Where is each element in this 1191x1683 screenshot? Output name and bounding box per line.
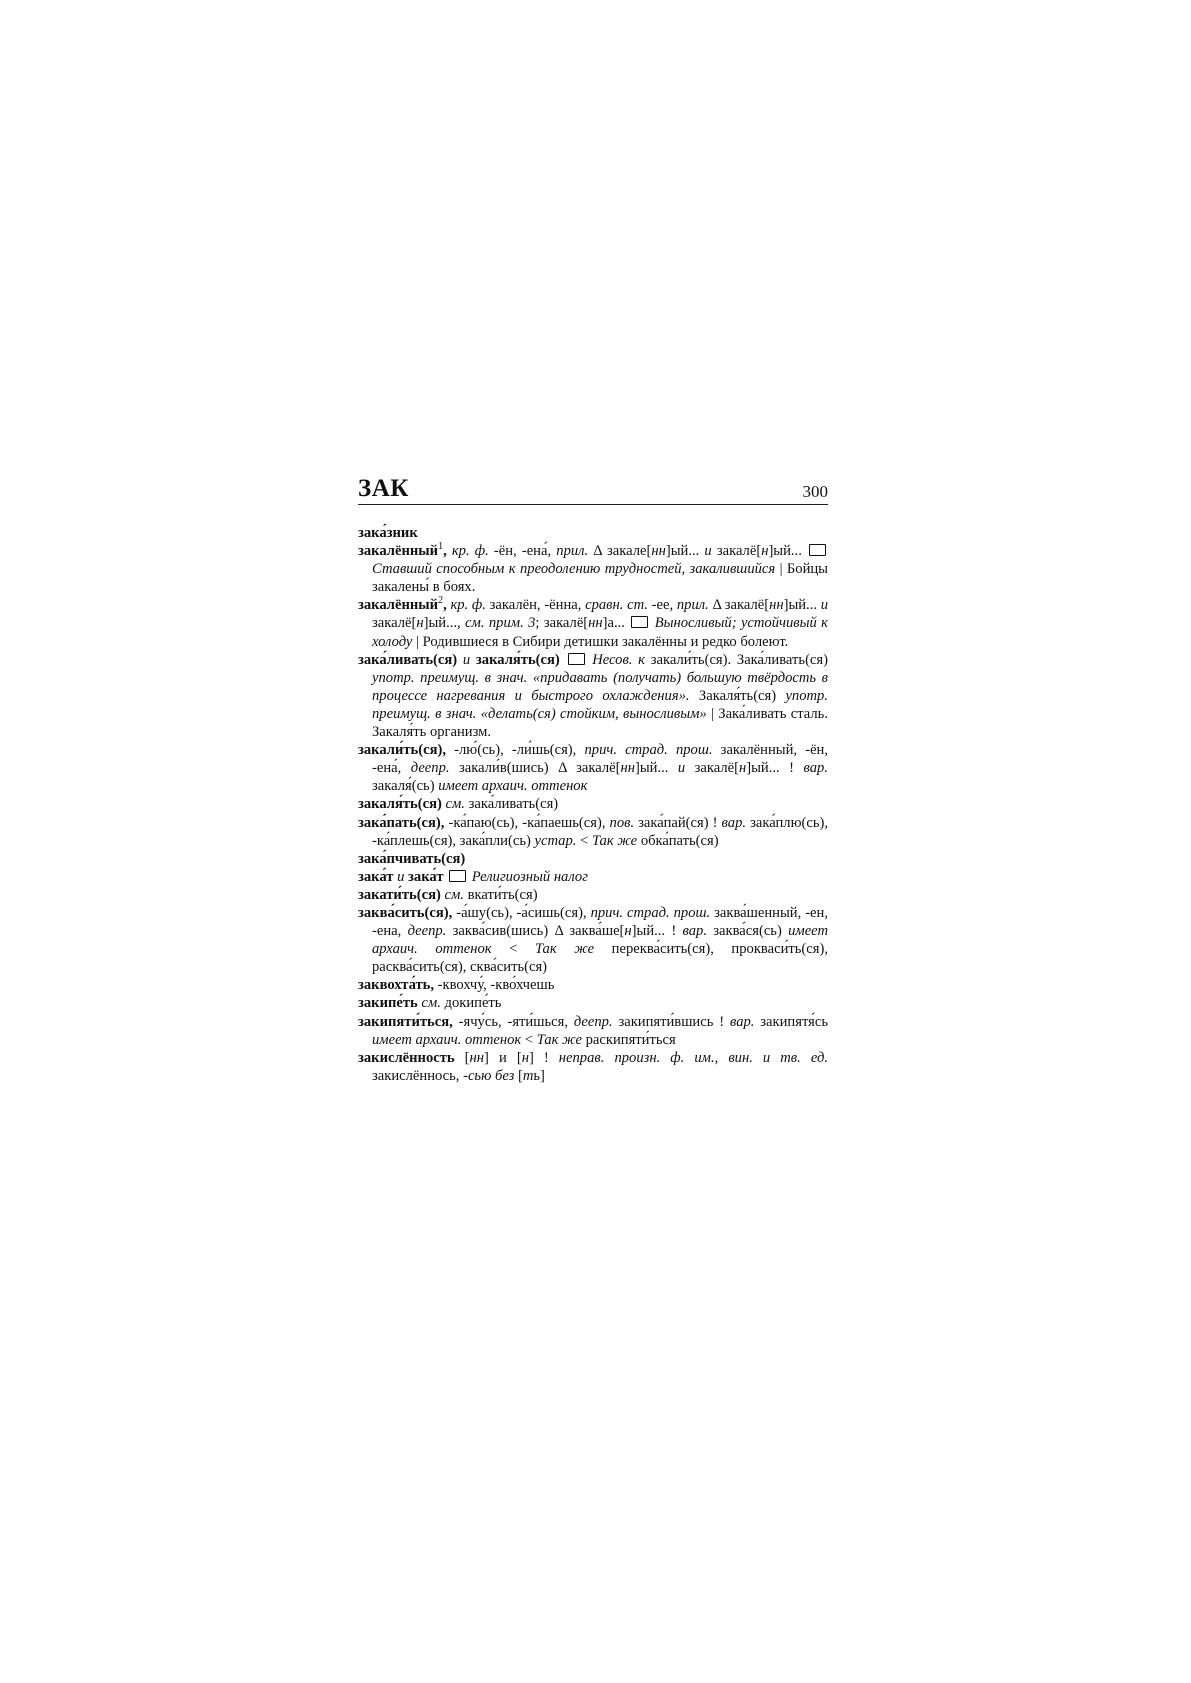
- italic-label: сравн. ст.: [585, 597, 648, 614]
- italic-label: нн: [769, 597, 784, 614]
- dictionary-page: [358, 474, 828, 1085]
- book-icon: [568, 653, 585, 665]
- entry-text: Δ закалё[: [708, 597, 770, 614]
- italic-label: Ставший способным к преодолению трудностей, закалившийся: [372, 561, 776, 578]
- homonym-index: 1: [438, 541, 444, 553]
- entry-text: Закаля́ть(ся): [689, 687, 786, 704]
- headword: закипяти́ться,: [358, 1013, 453, 1030]
- italic-label: н: [624, 923, 632, 940]
- dictionary-entry: [358, 904, 828, 976]
- entry-text: -а́шу(сь), -а́сишь(ся),: [452, 904, 591, 921]
- page-number: 300: [802, 482, 828, 501]
- headword: закати́ть(ся): [358, 886, 441, 903]
- headword: закалённый: [358, 543, 439, 560]
- italic-label: неправ. произн. ф. им., вин. и тв. ед.: [558, 1049, 828, 1066]
- entry-text: закипятя́сь: [754, 1013, 828, 1030]
- dictionary-entry: [358, 976, 828, 994]
- entry-text: [443, 869, 447, 885]
- italic-label: н: [739, 760, 747, 777]
- entry-text: ]ый...,: [423, 615, 466, 632]
- italic-label: н: [416, 615, 424, 632]
- dictionary-entry: [358, 651, 828, 741]
- entry-text: ]ый... !: [631, 923, 683, 940]
- entry-text: ] и [: [484, 1049, 522, 1066]
- entry-list: [358, 524, 828, 1085]
- entry-text: закалённый, -ён, -ена́,: [372, 742, 829, 777]
- entry-text: закаля́(сь): [372, 778, 439, 795]
- italic-label: т: [522, 1067, 534, 1084]
- italic-label: н: [761, 543, 769, 560]
- italic-label: вар.: [729, 1013, 755, 1030]
- dictionary-entry: [358, 850, 828, 868]
- entry-text: <: [491, 941, 535, 958]
- italic-label: пов.: [609, 814, 635, 831]
- dictionary-entry: [358, 1049, 828, 1085]
- italic-label: Несов. к: [592, 651, 646, 668]
- italic-label: прил.: [676, 597, 709, 614]
- entry-text: закалён, -ённа,: [485, 597, 586, 614]
- italic-label: нн: [651, 543, 666, 560]
- entry-text: -лю́(сь), -ли́шь(ся),: [446, 742, 585, 759]
- entry-text: закипяти́вшись !: [612, 1013, 730, 1030]
- headword: ,: [443, 543, 447, 560]
- dictionary-entry: [358, 795, 828, 813]
- dictionary-entry: [358, 741, 828, 795]
- entry-text: зака́плю(сь), -ка́плешь(ся), зака́пли(сь): [372, 814, 828, 849]
- entry-text: <: [576, 832, 592, 849]
- entry-text: -ее,: [647, 597, 677, 614]
- entry-text: закали́ть(ся). Зака́ливать(ся): [645, 651, 828, 668]
- book-icon: [449, 870, 466, 882]
- entry-text: | Родившиеся в Сибири детишки закалённы и редко болеют.: [412, 633, 789, 650]
- entry-text: [: [514, 1067, 523, 1084]
- italic-label: вар.: [721, 814, 747, 831]
- italic-label: и: [462, 651, 471, 668]
- italic-label: прич. страд. прош.: [590, 904, 711, 921]
- headword: закаля́ть(ся): [475, 651, 560, 668]
- italic-label: нн: [620, 760, 635, 777]
- entry-text: [: [454, 1049, 470, 1066]
- italic-label: устар.: [534, 832, 577, 849]
- entry-text: ]ый...: [783, 597, 821, 614]
- headword: закаля́ть(ся): [358, 796, 442, 813]
- entry-text: обка́пать(ся): [637, 832, 719, 849]
- entry-text: зака́ливать(ся): [464, 796, 559, 813]
- entry-text: закали́в(шись) Δ закалё[: [449, 760, 621, 777]
- italic-label: Выносливый; устойчивый к холоду: [372, 615, 829, 650]
- entry-text: закислённось,: [372, 1067, 464, 1084]
- headword: зака́ливать(ся): [358, 651, 458, 668]
- dictionary-entry: [358, 542, 828, 596]
- entry-text: ]ый... !: [746, 760, 804, 777]
- italic-label: имеет архаич. оттенок: [438, 778, 588, 795]
- italic-label: и: [677, 760, 686, 777]
- homonym-index: 2: [438, 595, 444, 607]
- italic-label: деепр.: [573, 1013, 613, 1030]
- entry-text: -ён, -ена́,: [488, 543, 557, 560]
- headword: закали́ть(ся),: [358, 742, 446, 759]
- italic-label: Так же: [536, 1031, 582, 1048]
- italic-label: вар.: [682, 923, 707, 940]
- headword: зака́т: [358, 868, 394, 885]
- italic-label: прич. страд. прош.: [584, 742, 713, 759]
- entry-text: заква́ся(сь): [706, 923, 789, 940]
- italic-label: деепр.: [407, 923, 447, 940]
- entry-text: ь]: [533, 1067, 545, 1084]
- dictionary-entry: [358, 994, 828, 1012]
- italic-label: см. прим. 3: [465, 615, 536, 632]
- italic-label: и: [820, 597, 829, 614]
- entry-text: вкати́ть(ся): [463, 886, 538, 903]
- italic-label: кр. ф.: [450, 597, 486, 614]
- entry-text: <: [521, 1031, 537, 1048]
- italic-label: прил.: [556, 543, 589, 560]
- italic-label: Так же: [534, 941, 595, 958]
- headword: заквохта́ть,: [358, 977, 435, 994]
- italic-label: кр. ф.: [451, 543, 489, 560]
- entry-text: докипе́ть: [440, 995, 502, 1012]
- guide-word: ЗАК: [358, 475, 409, 502]
- italic-label: имеет архаич. оттенок: [372, 923, 829, 958]
- dictionary-entry: [358, 1013, 828, 1049]
- headword: заква́сить(ся),: [358, 904, 453, 921]
- headword: зака́пчивать(ся): [358, 850, 466, 867]
- italic-label: деепр.: [410, 760, 450, 777]
- italic-label: и: [397, 868, 405, 885]
- entry-text: | Зака́ливать сталь. Закаля́ть организм.: [372, 705, 828, 741]
- entry-text: заква́сив(шись) Δ заква́ше[: [446, 923, 625, 940]
- italic-label: см.: [445, 796, 465, 813]
- entry-text: ]ый...: [634, 760, 678, 777]
- entry-text: -ячу́сь, -яти́шься,: [452, 1013, 574, 1030]
- italic-label: н: [521, 1049, 529, 1066]
- headword: закалённый: [358, 597, 439, 614]
- book-icon: [809, 544, 826, 556]
- headword: закипе́ть: [358, 995, 418, 1012]
- dictionary-entry: [358, 524, 828, 542]
- entry-text: закалё[: [711, 543, 762, 560]
- entry-text: переква́сить(ся), прокваси́ть(ся), расква́сить(ся), сква́сить(ся): [372, 941, 828, 976]
- italic-label: употр. преимущ. в знач. «придавать (получать) большую твёрдость в процессе нагревания и быстрого охлаждения».: [372, 669, 828, 704]
- dictionary-entry: [358, 886, 828, 904]
- entry-text: раскипяти́ться: [581, 1031, 676, 1048]
- headword: зака́пать(ся),: [358, 814, 445, 831]
- entry-text: Δ закале[: [588, 543, 652, 560]
- italic-label: см.: [421, 995, 441, 1012]
- entry-text: [560, 652, 566, 668]
- italic-label: -сью без: [463, 1067, 515, 1084]
- entry-text: | Бойцы закалены́ в боях.: [372, 561, 828, 596]
- italic-label: нн: [588, 615, 603, 632]
- entry-text: ; закалё[: [535, 615, 589, 632]
- italic-label: имеет архаич. оттенок: [372, 1031, 522, 1048]
- italic-label: см.: [444, 886, 464, 903]
- headword: зака́зник: [358, 525, 418, 541]
- headword: закислённость: [358, 1049, 455, 1066]
- italic-label: и: [704, 543, 712, 560]
- dictionary-entry: [358, 596, 828, 650]
- entry-text: ] !: [528, 1049, 559, 1066]
- dictionary-entry: [358, 814, 828, 850]
- entry-text: -ка́паю(сь), -ка́паешь(ся),: [444, 814, 610, 831]
- entry-text: заква́шенный, -ен, -ена,: [372, 904, 828, 940]
- italic-label: нн: [469, 1049, 485, 1066]
- entry-text: ]ый...: [768, 543, 807, 560]
- page-header: [358, 474, 828, 505]
- entry-text: закалё[: [685, 760, 740, 777]
- italic-label: употр. преимущ. в знач. «делать(ся) стойким, выносливым»: [372, 687, 828, 722]
- italic-label: Так же: [591, 832, 638, 849]
- entry-text: ]а...: [602, 615, 630, 632]
- book-icon: [631, 616, 648, 628]
- entry-text: -квохчу́, -кво́хчешь: [434, 977, 555, 994]
- headword: зака́т: [408, 868, 444, 885]
- headword: ,: [443, 597, 447, 614]
- dictionary-entry: [358, 868, 828, 886]
- italic-label: Религиозный налог: [471, 868, 588, 885]
- italic-label: вар.: [803, 760, 828, 777]
- entry-text: зака́пай(ся) !: [634, 814, 722, 831]
- entry-text: ]ый...: [665, 543, 705, 560]
- entry-text: закалё[: [372, 615, 417, 632]
